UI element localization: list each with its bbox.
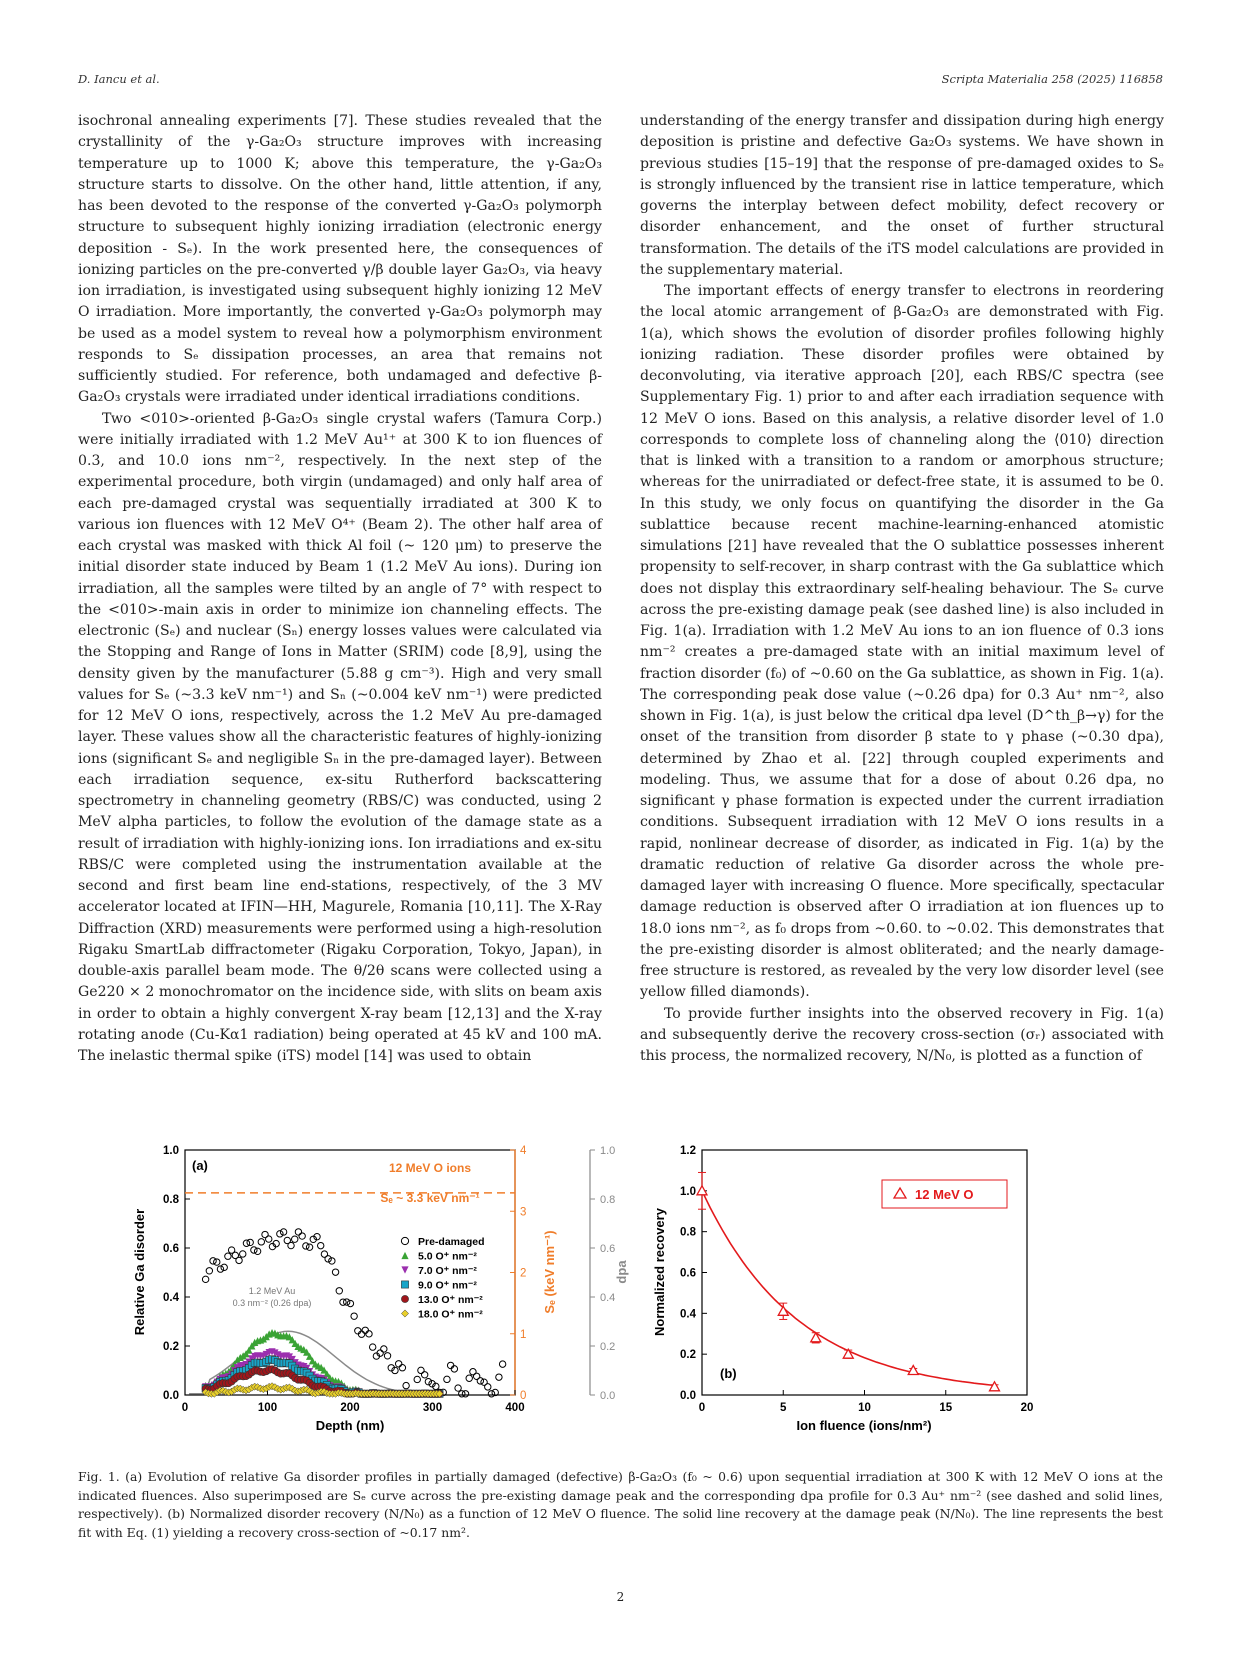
x-tick-label-a: 100 bbox=[257, 1402, 278, 1414]
figure-svg bbox=[130, 1140, 1110, 1460]
data-point bbox=[258, 1239, 264, 1245]
data-point bbox=[401, 1266, 408, 1273]
data-point bbox=[318, 1242, 324, 1248]
x-tick-label-a: 300 bbox=[422, 1402, 443, 1414]
y-tick-label-a: 0.6 bbox=[163, 1243, 179, 1255]
data-point bbox=[292, 1236, 298, 1242]
data-point bbox=[266, 1236, 272, 1242]
data-point bbox=[336, 1288, 342, 1294]
left-column bbox=[78, 111, 602, 1067]
paragraph: understanding of the energy transfer and dissipation during high energy deposition is pristine and defective Ga₂O₃ systems. We have shown in previous studies [15–19] that the response of pre-damaged oxides to Sₑ is strongly influenced by the transient rise in lattice temperature, which governs the interplay between defect mobility, defect recovery or disorder enhancement, and the onset of further structural transformation. The details of the iTS model calculations are provided in the supplementary material. bbox=[640, 113, 1164, 278]
data-point bbox=[280, 1229, 286, 1235]
y-tick-label-b: 0.0 bbox=[680, 1390, 696, 1402]
data-point bbox=[355, 1328, 361, 1334]
y-tick-label-a: 0.0 bbox=[163, 1390, 179, 1402]
y-tick-label-a: 0.2 bbox=[163, 1341, 179, 1353]
x-tick-label-b: 0 bbox=[698, 1402, 706, 1414]
y-tick-label-b: 0.8 bbox=[680, 1226, 696, 1239]
legend-b-label: 12 MeV O bbox=[915, 1187, 974, 1202]
data-point bbox=[459, 1391, 465, 1397]
data-point bbox=[303, 1243, 309, 1249]
running-header-journal: Scripta Materialia 258 (2025) 116858 bbox=[941, 72, 1163, 86]
paragraph: The important effects of energy transfer to electrons in reordering the local atomic arrangement of β-Ga₂O₃ are demonstrated with Fig. 1(a), which shows the evolution of disorder profiles following highly ionizing radiation. These disorder profiles were obtained by deconvoluting, via iterative approach [20], each RBS/C spectra (see Supplementary Fig. 1) prior to and after each irradiation sequence with 12 MeV O ions. Based on this analysis, a relative disorder level of 1.0 corresponds to complete loss of channeling along the ⟨010⟩ direction that is linked with a transition to a random or amorphous structure; whereas for the unirradiated or defect-free state, it is assumed to be 0. In this study, we only focus on quantifying the disorder in the Ga sublattice because recent machine-learning-enhanced atomistic simulations [21] have revealed that the O sublattice possesses inherent propensity to self-recover, in sharp contrast with the Ga sublattice which does not display this extraordinary self-healing behaviour. The Sₑ curve across the pre-existing damage peak (see dashed line) is also included in Fig. 1(a). Irradiation with 1.2 MeV Au ions to an ion fluence of 0.3 ions nm⁻² creates a pre-damaged state with an initial maximum level of fraction disorder (f₀) of ~0.60 on the Ga sublattice, as shown in Fig. 1(a). The corresponding peak dose value (~0.26 dpa) for 0.3 Au⁺ nm⁻², also shown in Fig. 1(a), is just below the critical dpa level (D^th_β→γ) for the onset of the transition from disorder β state to γ phase (~0.30 dpa), determined by Zhao et al. [22] through coupled experiments and modeling. Thus, we assume that for a dose of about 0.26 dpa, no significant γ phase formation is expected under the current irradiation conditions. Subsequent irradiation with 12 MeV O ions results in a rapid, nonlinear decrease of disorder, as indicated in Fig. 1(a) by the dramatic reduction of relative Ga disorder across the whole pre-damaged layer with increasing O fluence. More specifically, spectacular damage reduction is observed after O irradiation at ion fluences up to 18.0 ions nm⁻², as f₀ drops from ~0.60. to ~0.02. This demonstrates that the pre-existing disorder is almost obliterated; and the nearly damage-free structure is restored, as revealed by the very low disorder level (see yellow filled diamonds). bbox=[640, 283, 1164, 1001]
figure-caption: Fig. 1. (a) Evolution of relative Ga disorder profiles in partially damaged (defective) β-Ga₂O₃ (f₀ ~ 0.6) upon sequential irradiation at 300 K with 12 MeV O ions at the indicated fluences. Also superimposed are Sₑ curve across the pre-existing damage peak and the corresponding dpa profile for 0.3 Au⁺ nm⁻² (see dashed and solid lines, respectively). (b) Normalized disorder recovery (N/N₀) as a function of 12 MeV O fluence. The solid line recovery at the damage peak (N/N₀). The line represents the best fit with Eq. (1) yielding a recovery cross-section of ~0.17 nm². bbox=[78, 1469, 1163, 1540]
data-point bbox=[288, 1242, 294, 1248]
x-tick-label-b: 10 bbox=[858, 1402, 871, 1414]
data-point bbox=[485, 1384, 491, 1390]
data-point bbox=[221, 1264, 227, 1270]
se-tick-label: 4 bbox=[520, 1145, 527, 1157]
y-tick-label-b: 0.6 bbox=[680, 1267, 696, 1280]
data-point bbox=[399, 1365, 405, 1371]
data-point bbox=[225, 1253, 231, 1259]
paragraph: To provide further insights into the observed recovery in Fig. 1(a) and subsequently derive the recovery cross-section (σᵣ) associated with this process, the normalized recovery, N/N₀, is plotted as a function of bbox=[640, 1005, 1164, 1064]
data-point bbox=[247, 1239, 253, 1245]
data-point bbox=[214, 1259, 220, 1265]
se-tick-label: 1 bbox=[520, 1328, 527, 1341]
data-point bbox=[384, 1353, 390, 1359]
data-point bbox=[455, 1385, 461, 1391]
legend-a-label: 7.0 O⁺ nm⁻² bbox=[418, 1265, 477, 1277]
data-point bbox=[499, 1361, 505, 1367]
y-axis-label-se: Sₑ (keV nm⁻¹) bbox=[542, 1230, 557, 1314]
x-tick-label-b: 15 bbox=[939, 1402, 953, 1414]
annotation-au-2: 0.3 nm⁻² (0.26 dpa) bbox=[232, 1298, 312, 1308]
annotation-ion: 12 MeV O ions bbox=[388, 1161, 472, 1175]
data-point bbox=[462, 1391, 468, 1397]
data-point bbox=[210, 1258, 216, 1264]
y-tick-label-b: 1.2 bbox=[680, 1145, 696, 1157]
data-point bbox=[329, 1258, 335, 1264]
data-point bbox=[325, 1256, 331, 1262]
data-point bbox=[277, 1231, 283, 1237]
data-point bbox=[401, 1295, 408, 1302]
data-point bbox=[295, 1229, 301, 1235]
data-point bbox=[466, 1375, 472, 1381]
y-axis-label-a: Relative Ga disorder bbox=[132, 1208, 147, 1336]
data-point bbox=[451, 1366, 457, 1372]
data-point bbox=[421, 1372, 427, 1378]
data-point bbox=[217, 1266, 223, 1272]
x-tick-label-b: 5 bbox=[780, 1402, 787, 1414]
data-point bbox=[299, 1233, 305, 1239]
legend-a-label: Pre-damaged bbox=[418, 1236, 485, 1248]
data-point bbox=[425, 1378, 431, 1384]
x-tick-label-b: 20 bbox=[1020, 1402, 1034, 1414]
data-point bbox=[332, 1269, 338, 1275]
data-point bbox=[366, 1331, 372, 1337]
data-point bbox=[395, 1361, 401, 1367]
data-point bbox=[251, 1247, 257, 1253]
dpa-tick-label: 0.6 bbox=[600, 1243, 616, 1255]
data-point bbox=[990, 1382, 1000, 1391]
running-header-authors: D. Iancu et al. bbox=[78, 72, 160, 86]
se-tick-label: 0 bbox=[520, 1390, 527, 1402]
panel-label-b: (b) bbox=[720, 1366, 737, 1381]
data-point bbox=[254, 1248, 260, 1254]
data-point bbox=[401, 1310, 408, 1317]
data-point bbox=[414, 1376, 420, 1382]
data-point bbox=[306, 1244, 312, 1250]
chart-panel-a bbox=[132, 1145, 629, 1433]
paragraph: isochronal annealing experiments [7]. These studies revealed that the crystallinity of the γ-Ga₂O₃ structure improves with increasing temperature up to 1000 K; above this temperature, the γ-Ga₂O₃ structure starts to dissolve. On the other hand, little attention, if any, has been devoted to the response of the converted γ-Ga₂O₃ polymorph structure to subsequent highly ionizing irradiation (electronic energy deposition - Sₑ). In the work presented here, the consequences of ionizing particles on the pre-converted γ/β double layer Ga₂O₃, via heavy ion irradiation, is investigated using subsequent highly ionizing 12 MeV O irradiation. More importantly, the converted γ-Ga₂O₃ polymorph may be used as a model system to reveal how a polymorphism environment responds to Sₑ dissipation processes, an area that remains not sufficiently studied. For reference, both undamaged and defective β-Ga₂O₃ crystals were irradiated under identical irradiations conditions. bbox=[78, 113, 602, 406]
data-point bbox=[362, 1327, 368, 1333]
panel-label-a: (a) bbox=[192, 1158, 208, 1173]
paragraph: Two <010>-oriented β-Ga₂O₃ single crystal wafers (Tamura Corp.) were initially irradiated with 1.2 MeV Au¹⁺ at 300 K to ion fluences of 0.3, and 10.0 ions nm⁻², respectively. In the next step of the experimental procedure, both virgin (undamaged) and only half area of each pre-damaged crystal was sequentially irradiated at 300 K to various ion fluences with 12 MeV O⁴⁺ (Beam 2). The other half area of each crystal was masked with thick Al foil (~ 120 μm) to preserve the initial disorder state induced by Beam 1 (1.2 MeV Au ions). During ion irradiation, all the samples were tilted by an angle of 7° with respect to the <010>-main axis in order to minimize ion channeling effects. The electronic (Sₑ) and nuclear (Sₙ) energy losses values were calculated via the Stopping and Range of Ions in Matter (SRIM) code [8,9], using the density given by the manufacturer (5.88 g cm⁻³). High and very small values for Sₑ (~3.3 keV nm⁻¹) and Sₙ (~0.004 keV nm⁻¹) were predicted for 12 MeV O ions, respectively, across the 1.2 MeV Au pre-damaged layer. These values show all the characteristic features of highly-ionizing ions (significant Sₑ and negligible Sₙ in the pre-damaged layer). Between each irradiation sequence, ex-situ Rutherford backscattering spectrometry in channeling geometry (RBS/C) was conducted, using 2 MeV alpha particles, to follow the evolution of the damage state as a result of irradiation with highly-ionizing ions. Ion irradiations and ex-situ RBS/C were completed using the instrumentation available at the second and first beam line end-stations, respectively, of the 3 MV accelerator located at IFIN—HH, Magurele, Romania [10,11]. The X-Ray Diffraction (XRD) measurements were performed using a high-resolution Rigaku SmartLab diffractometer (Rigaku Corporation, Tokyo, Japan), in double-axis parallel beam mode. The θ/2θ scans were collected using a Ge220 × 2 monochromator on the incidence side, with slits on beam axis in order to obtain a highly convergent X-ray beam [12,13] and the X-ray rotating anode (Cu-Kα1 radiation) being operated at 45 kV and 100 mA. The inelastic thermal spike (iTS) model [14] was used to obtain bbox=[78, 410, 602, 1064]
data-point bbox=[496, 1374, 502, 1380]
y-axis-label-dpa: dpa bbox=[614, 1260, 629, 1284]
data-point bbox=[236, 1257, 242, 1263]
x-axis-label-b: Ion fluence (ions/nm²) bbox=[796, 1418, 932, 1433]
x-tick-label-a: 200 bbox=[340, 1402, 360, 1414]
y-tick-label-b: 0.4 bbox=[680, 1308, 696, 1321]
x-tick-label-a: 0 bbox=[181, 1402, 189, 1414]
legend-a-label: 13.0 O⁺ nm⁻² bbox=[418, 1294, 483, 1306]
data-point bbox=[347, 1300, 353, 1306]
figure-1 bbox=[130, 1140, 1110, 1460]
annotation-se: Sₑ ~ 3.3 keV nm⁻¹ bbox=[380, 1191, 480, 1205]
data-point bbox=[477, 1378, 483, 1384]
data-point bbox=[908, 1366, 918, 1375]
data-point bbox=[444, 1376, 450, 1382]
y-tick-label-a: 0.8 bbox=[163, 1194, 179, 1206]
legend-a bbox=[401, 1236, 484, 1321]
data-point bbox=[403, 1382, 409, 1388]
data-point bbox=[488, 1391, 494, 1397]
x-axis-label-a: Depth (nm) bbox=[315, 1418, 385, 1433]
dpa-tick-label: 0.0 bbox=[600, 1390, 616, 1402]
x-tick-label-a: 400 bbox=[505, 1402, 525, 1414]
data-point bbox=[344, 1299, 350, 1305]
y-tick-label-b: 1.0 bbox=[680, 1185, 696, 1198]
data-point bbox=[418, 1367, 424, 1373]
dpa-tick-label: 1.0 bbox=[600, 1145, 616, 1157]
right-column bbox=[640, 111, 1164, 1067]
dpa-tick-label: 0.8 bbox=[600, 1194, 616, 1206]
data-point bbox=[811, 1333, 821, 1342]
data-point bbox=[358, 1331, 364, 1337]
data-point bbox=[206, 1268, 212, 1274]
y-tick-label-a: 0.4 bbox=[163, 1292, 179, 1304]
data-point bbox=[401, 1237, 408, 1244]
legend-a-label: 18.0 O⁺ nm⁻² bbox=[418, 1308, 483, 1321]
dpa-tick-label: 0.2 bbox=[600, 1341, 616, 1353]
data-point bbox=[381, 1346, 387, 1352]
se-tick-label: 2 bbox=[520, 1267, 527, 1280]
y-axis-label-b: Normalized recovery bbox=[652, 1208, 667, 1336]
data-point bbox=[202, 1276, 208, 1282]
legend-a-label: 5.0 O⁺ nm⁻² bbox=[418, 1250, 477, 1263]
legend-a-label: 9.0 O⁺ nm⁻² bbox=[418, 1279, 477, 1292]
annotation-au-1: 1.2 MeV Au bbox=[248, 1286, 296, 1296]
data-point bbox=[401, 1252, 408, 1259]
y-tick-label-b: 0.2 bbox=[680, 1349, 696, 1362]
data-point bbox=[447, 1362, 453, 1368]
chart-panel-b bbox=[652, 1145, 1033, 1433]
dpa-tick-label: 0.4 bbox=[600, 1292, 616, 1304]
page-number: 2 bbox=[616, 1590, 625, 1604]
se-tick-label: 3 bbox=[520, 1206, 527, 1219]
data-point bbox=[240, 1251, 246, 1257]
data-point bbox=[401, 1281, 408, 1288]
data-point bbox=[351, 1313, 357, 1319]
y-tick-label-a: 1.0 bbox=[163, 1145, 179, 1157]
data-point bbox=[369, 1344, 375, 1350]
